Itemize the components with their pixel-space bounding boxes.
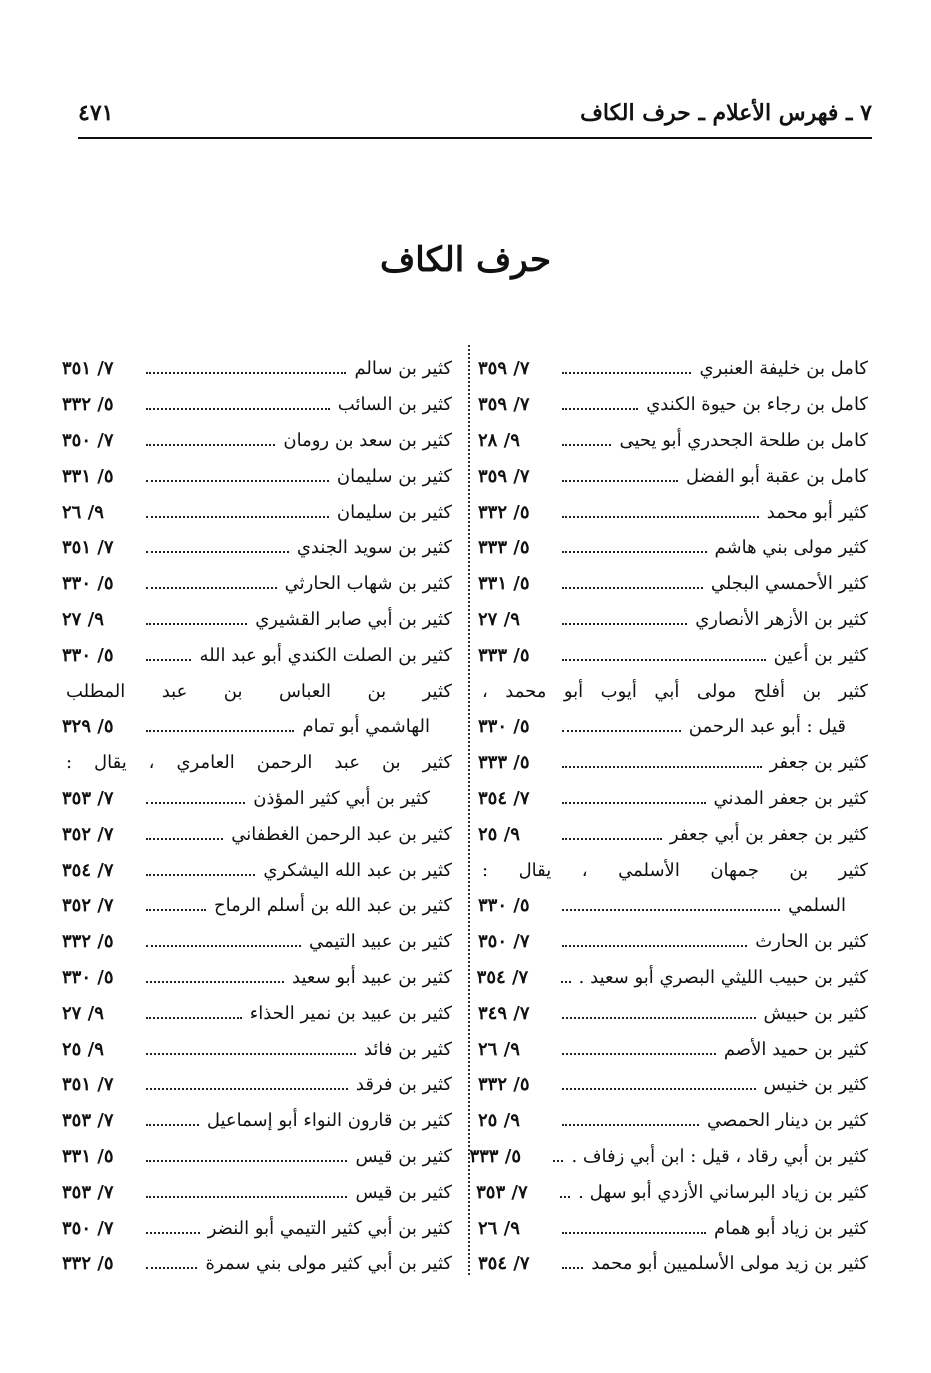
entry-name: كثير بن عبد الله اليشكري: [263, 859, 452, 881]
entry-name: كثير أبو محمد: [766, 501, 868, 523]
index-entry: [62, 494, 452, 530]
dot-leader: [562, 407, 638, 410]
dot-leader: [562, 443, 611, 446]
index-entry: [478, 458, 868, 494]
entry-reference: ٥/ ٣٣١: [62, 1145, 114, 1167]
entry-name: كثير بن العباس بن عبد المطلب: [66, 680, 452, 702]
index-entry: [62, 995, 452, 1031]
entry-name: كثير بن شهاب الحارثي: [284, 573, 452, 595]
dot-leader: [146, 944, 301, 947]
entry-reference: ٥/ ٣٣٣: [478, 752, 530, 774]
entry-name: كثير بن سليمان: [336, 501, 452, 523]
entry-reference: ٥/ ٣٣١: [62, 465, 114, 487]
entry-reference: ٥/ ٣٣٣: [469, 1145, 521, 1167]
entry-name: كثير بن جعفر بن أبي جعفر: [669, 823, 868, 845]
entry-reference: ٩/ ٢٥: [478, 1110, 520, 1132]
entry-reference: ٩/ ٢٦: [478, 1217, 520, 1239]
entry-name: كثير بن فرقد: [355, 1074, 452, 1096]
index-entry: [478, 1067, 868, 1103]
index-entry: [478, 745, 868, 781]
dot-leader: [146, 550, 289, 553]
index-entry: [478, 637, 868, 673]
dot-leader: [562, 1123, 699, 1126]
index-entry: [62, 781, 452, 817]
dot-leader: [146, 371, 346, 374]
entry-name: كثير بن الأزهر الأنصاري: [695, 608, 868, 630]
dot-leader: [562, 550, 707, 553]
dot-leader: [146, 1052, 356, 1055]
dot-leader: [146, 1087, 348, 1090]
dot-leader: [561, 980, 571, 983]
dot-leader: [562, 622, 687, 625]
entry-name: كثير بن أبي كثير مولى بني سمرة: [205, 1253, 452, 1275]
entry-reference: ٥/ ٣٣٠: [62, 573, 114, 595]
dot-leader: [562, 1231, 706, 1234]
dot-leader: [146, 980, 284, 983]
index-entry: [478, 781, 868, 817]
entry-name: كثير بن سالم: [354, 358, 452, 380]
index-entry: [478, 494, 868, 530]
entry-reference: ٩/ ٢٧: [478, 608, 520, 630]
index-entry: [62, 924, 452, 960]
section-title: حرف الكاف: [379, 240, 552, 280]
header-rule: [78, 137, 872, 139]
entry-name: كثير بن أبي صابر القشيري: [255, 608, 452, 630]
entry-name: كثير بن الصلت الكندي أبو عبد الله: [199, 644, 452, 666]
entry-name: كامل بن خليفة العنبري: [699, 358, 868, 380]
dot-leader: [146, 873, 255, 876]
dot-leader: [146, 729, 294, 732]
index-entry: [478, 423, 868, 459]
index-entry: [62, 351, 452, 387]
entry-reference: ٧/ ٣٥١: [62, 358, 114, 380]
column-divider: [468, 345, 470, 1275]
entry-name: كثير بن حبيش: [763, 1002, 868, 1024]
entry-reference: ٧/ ٣٥٤: [478, 787, 530, 809]
index-entry: [62, 709, 452, 745]
index-entry: [62, 816, 452, 852]
dot-leader: [562, 1052, 716, 1055]
entry-name: قيل : أبو عبد الرحمن: [688, 716, 846, 738]
index-entry: [478, 387, 868, 423]
index-entry: [62, 637, 452, 673]
right-index-column: [469, 351, 868, 1282]
index-entry: [62, 387, 452, 423]
running-title: ٧ ـ فهرس الأعلام ـ حرف الكاف: [580, 100, 872, 126]
entry-name: كثير بن أبي رقاد ، قيل : ابن أبي زفاف .: [571, 1145, 868, 1167]
entry-name: كثير بن سعد بن رومان: [283, 429, 452, 451]
entry-name: كثير بن أبي كثير المؤذن: [253, 787, 430, 809]
entry-name: كثير بن أفلح مولى أبي أيوب أبو محمد ،: [482, 680, 868, 702]
entry-reference: ٧/ ٣٥٠: [62, 1217, 114, 1239]
entry-name: كثير بن حميد الأصم: [723, 1038, 868, 1060]
dot-leader: [146, 515, 329, 518]
entry-reference: ٥/ ٣٣٢: [62, 1253, 114, 1275]
running-head: [78, 96, 872, 136]
entry-reference: ٥/ ٣٣٣: [478, 644, 530, 666]
index-entry: [478, 1103, 868, 1139]
dot-leader: [146, 1123, 199, 1126]
entry-reference: ٧/ ٣٥١: [62, 1074, 114, 1096]
entry-reference: ٧/ ٣٥٤: [478, 1253, 530, 1275]
index-entry: [478, 1174, 868, 1210]
index-entry: [478, 960, 868, 996]
dot-leader: [562, 371, 691, 374]
index-entry: [62, 423, 452, 459]
dot-leader: [146, 837, 223, 840]
page-number: ٤٧١: [78, 100, 114, 126]
entry-reference: ٧/ ٣٥٣: [62, 1110, 114, 1132]
dot-leader: [146, 622, 247, 625]
entry-name: كامل بن طلحة الجحدري أبو يحيى: [619, 429, 868, 451]
entry-name: كثير بن سليمان: [336, 465, 452, 487]
entry-reference: ٩/ ٢٧: [62, 1002, 104, 1024]
dot-leader: [553, 1159, 563, 1162]
entry-reference: ٧/ ٣٤٩: [478, 1002, 530, 1024]
entry-reference: ٩/ ٢٨: [478, 429, 520, 451]
dot-leader: [146, 658, 191, 661]
entry-reference: ٧/ ٣٥٣: [62, 1181, 114, 1203]
index-entry: [62, 1067, 452, 1103]
entry-name: كثير بن قيس: [355, 1145, 452, 1167]
index-entry: [478, 852, 868, 888]
entry-reference: ٧/ ٣٥٤: [476, 966, 529, 988]
entry-reference: ٥/ ٣٣٣: [478, 537, 530, 559]
index-entry: [478, 924, 868, 960]
dot-leader: [562, 658, 766, 661]
entry-name: كثير بن جمهان الأسلمي ، يقال :: [482, 859, 868, 881]
entry-name: كثير بن زيد مولى الأسلميين أبو محمد: [591, 1253, 868, 1275]
dot-leader: [562, 729, 681, 732]
entry-name: كثير بن الحارث: [755, 931, 868, 953]
dot-leader: [562, 765, 762, 768]
index-entry: [478, 602, 868, 638]
entry-name: الهاشمي أبو تمام: [302, 716, 430, 738]
index-entry: [478, 888, 868, 924]
entry-reference: ٧/ ٣٥٩: [478, 465, 530, 487]
entry-reference: ٥/ ٣٣٢: [62, 931, 114, 953]
index-entry: [62, 852, 452, 888]
dot-leader: [560, 1195, 570, 1198]
index-entry: [62, 1210, 452, 1246]
entry-name: كثير بن أعين: [773, 644, 868, 666]
entry-name: كثير بن السائب: [337, 394, 452, 416]
dot-leader: [146, 908, 206, 911]
entry-reference: ٩/ ٢٥: [62, 1038, 104, 1060]
entry-name: كثير بن سويد الجندي: [296, 537, 452, 559]
entry-reference: ٧/ ٣٥٣: [476, 1181, 528, 1203]
index-entry: [478, 1031, 868, 1067]
entry-name: كثير بن قيس: [355, 1181, 452, 1203]
dot-leader: [562, 479, 678, 482]
index-entry: [478, 816, 868, 852]
dot-leader: [146, 1231, 200, 1234]
entry-name: كثير بن عبد الرحمن الغطفاني: [231, 823, 452, 845]
entry-reference: ٧/ ٣٥٠: [478, 931, 530, 953]
index-entry: [62, 745, 452, 781]
entry-reference: ٩/ ٢٦: [478, 1038, 520, 1060]
entry-reference: ٥/ ٣٢٩: [62, 716, 114, 738]
index-entry: [478, 673, 868, 709]
dot-leader: [146, 1016, 242, 1019]
entry-reference: ٧/ ٣٥٠: [62, 429, 114, 451]
entry-name: كثير مولى بني هاشم: [714, 537, 868, 559]
entry-reference: ٥/ ٣٣٢: [478, 1074, 530, 1096]
entry-name: كثير بن زياد البرساني الأزدي أبو سهل .: [578, 1181, 868, 1203]
dot-leader: [146, 1159, 347, 1162]
entry-reference: ٩/ ٢٧: [62, 608, 104, 630]
index-entry: [62, 1031, 452, 1067]
dot-leader: [562, 1087, 756, 1090]
entry-reference: ٥/ ٣٣٠: [478, 716, 530, 738]
entry-reference: ٧/ ٣٥١: [62, 537, 114, 559]
index-entry: [62, 566, 452, 602]
entry-reference: ٥/ ٣٣٢: [62, 394, 114, 416]
index-entry: [62, 1139, 452, 1175]
entry-name: كثير بن عبد الله بن أسلم الرماح: [213, 895, 452, 917]
index-entry: [62, 673, 452, 709]
index-entry: [469, 1139, 868, 1175]
index-entry: [478, 709, 868, 745]
entry-name: كثير بن عبيد بن نمير الحذاء: [249, 1002, 452, 1024]
entry-reference: ٥/ ٣٣٠: [478, 895, 530, 917]
index-entry: [478, 1210, 868, 1246]
index-entry: [478, 351, 868, 387]
entry-name: كامل بن رجاء بن حيوة الكندي: [646, 394, 868, 416]
dot-leader: [562, 1266, 583, 1269]
entry-reference: ٥/ ٣٣١: [478, 573, 530, 595]
entry-name: كثير بن أبي كثير التيمي أبو النضر: [207, 1217, 452, 1239]
entry-reference: ٥/ ٣٣٠: [62, 644, 114, 666]
index-entry: [62, 1246, 452, 1282]
index-entry: [62, 602, 452, 638]
dot-leader: [562, 515, 759, 518]
index-entry: [62, 1103, 452, 1139]
entry-name: كثير بن دينار الحمصي: [707, 1110, 868, 1132]
entry-reference: ٧/ ٣٥٣: [62, 787, 114, 809]
entry-name: كثير بن جعفر: [769, 752, 868, 774]
left-index-column: [62, 351, 452, 1282]
entry-name: كثير بن زياد أبو همام: [713, 1217, 868, 1239]
index-entry: [62, 458, 452, 494]
index-entry: [478, 566, 868, 602]
entry-reference: ٧/ ٣٥٤: [62, 859, 114, 881]
entry-name: كثير الأحمسي البجلي: [710, 573, 868, 595]
index-entry: [478, 995, 868, 1031]
index-entry: [62, 1174, 452, 1210]
dot-leader: [562, 801, 706, 804]
entry-reference: ٧/ ٣٥٩: [478, 394, 530, 416]
dot-leader: [146, 443, 275, 446]
dot-leader: [562, 586, 703, 589]
entry-name: كثير بن عبيد التيمي: [308, 931, 452, 953]
dot-leader: [146, 1266, 197, 1269]
entry-name: كثير بن فائد: [363, 1038, 452, 1060]
dot-leader: [562, 1016, 756, 1019]
dot-leader: [562, 944, 747, 947]
entry-name: كثير بن خنيس: [763, 1074, 868, 1096]
entry-reference: ٥/ ٣٣٠: [62, 966, 114, 988]
index-entry: [62, 960, 452, 996]
dot-leader: [146, 407, 330, 410]
dot-leader: [146, 1195, 347, 1198]
entry-name: السلمي: [788, 895, 846, 917]
dot-leader: [146, 479, 329, 482]
entry-name: كامل بن عقبة أبو الفضل: [686, 465, 868, 487]
dot-leader: [146, 801, 245, 804]
dot-leader: [146, 586, 277, 589]
entry-reference: ٩/ ٢٥: [478, 823, 520, 845]
dot-leader: [562, 908, 780, 911]
entry-name: كثير بن جعفر المدني: [713, 787, 868, 809]
entry-name: كثير بن حبيب الليثي البصري أبو سعيد .: [578, 966, 868, 988]
index-entry: [478, 530, 868, 566]
entry-reference: ٥/ ٣٣٢: [478, 501, 530, 523]
entry-name: كثير بن قارون النواء أبو إسماعيل: [206, 1110, 452, 1132]
index-entry: [62, 888, 452, 924]
index-entry: [478, 1246, 868, 1282]
entry-name: كثير بن عبيد أبو سعيد: [292, 966, 452, 988]
dot-leader: [562, 837, 662, 840]
entry-reference: ٧/ ٣٥٩: [478, 358, 530, 380]
index-entry: [62, 530, 452, 566]
entry-reference: ٩/ ٢٦: [62, 501, 104, 523]
entry-reference: ٧/ ٣٥٢: [62, 895, 114, 917]
entry-name: كثير بن عبد الرحمن العامري ، يقال :: [66, 752, 452, 774]
entry-reference: ٧/ ٣٥٢: [62, 823, 114, 845]
